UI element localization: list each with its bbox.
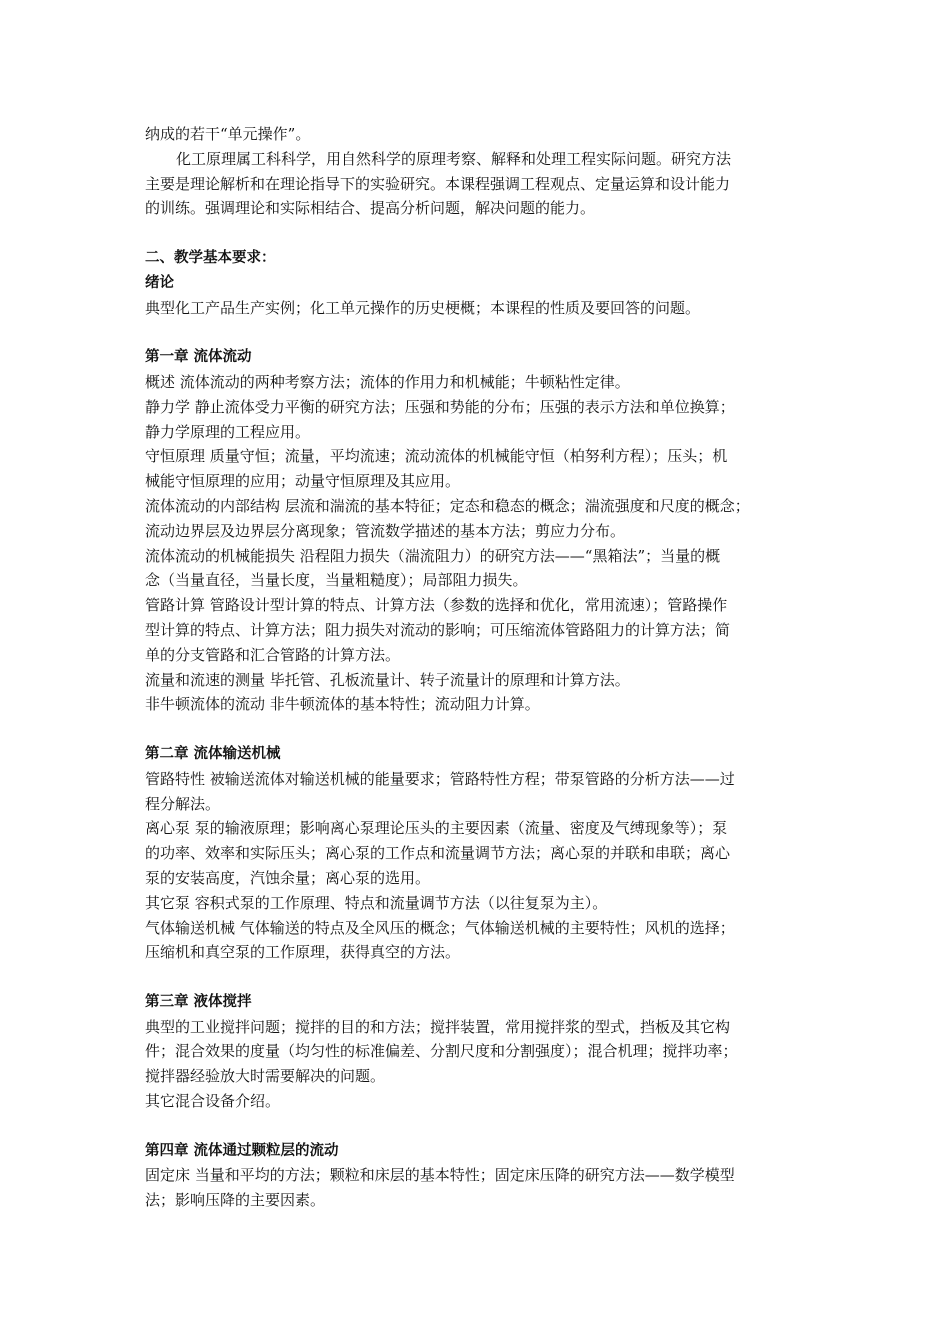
chapter-3-line: 搅拌器经验放大时需要解决的问题。 <box>145 1067 386 1086</box>
chapter-2-line: 其它泵 容积式泵的工作原理、特点和流量调节方法（以往复泵为主）。 <box>145 893 608 912</box>
chapter-1-line: 念（当量直径，当量长度，当量粗糙度）；局部阻力损失。 <box>145 571 528 590</box>
chapter-1-line: 静力学 静止流体受力平衡的研究方法；压强和势能的分布；压强的表示方法和单位换算； <box>145 397 735 416</box>
chapter-2-line: 压缩机和真空泵的工作原理，获得真空的方法。 <box>145 943 461 962</box>
intro-text: 典型化工产品生产实例；化工单元操作的历史梗概；本课程的性质及要回答的问题。 <box>145 298 701 317</box>
chapter-2-heading: 第二章 流体输送机械 <box>145 745 281 762</box>
chapter-2-line: 程分解法。 <box>145 794 221 813</box>
intro-line: 纳成的若干“单元操作”。 <box>145 125 311 143</box>
intro-line: 主要是理论解析和在理论指导下的实验研究。本课程强调工程观点、定量运算和设计能力 <box>145 174 731 193</box>
chapter-1-line: 守恒原理 质量守恒；流量，平均流速；流动流体的机械能守恒（柏努利方程）；压头；机 <box>145 447 728 466</box>
spacer <box>145 1114 815 1139</box>
intro-line: 的训练。强调理论和实际相结合、提高分析问题，解决问题的能力。 <box>145 199 596 218</box>
chapter-1-line: 管路计算 管路设计型计算的特点、计算方法（参数的选择和优化，常用流速）；管路操作 <box>145 596 728 615</box>
chapter-1-line: 非牛顿流体的流动 非牛顿流体的基本特性；流动阻力计算。 <box>145 695 540 714</box>
chapter-1-line: 流体流动的机械能损失 沿程阻力损失（湍流阻力）的研究方法——“黑箱法”；当量的概 <box>145 546 721 565</box>
chapter-2-line: 管路特性 被输送流体对输送机械的能量要求；管路特性方程；带泵管路的分析方法——过 <box>145 769 735 788</box>
chapter-2-line: 离心泵 泵的输液原理；影响离心泵理论压头的主要因素（流量、密度及气缚现象等）；泵 <box>145 819 728 838</box>
document-page <box>145 122 815 1213</box>
chapter-2-line: 泵的安装高度，汽蚀余量；离心泵的选用。 <box>145 868 431 887</box>
chapter-1-line: 械能守恒原理的应用；动量守恒原理及其应用。 <box>145 472 461 491</box>
chapter-1-line: 单的分支管路和汇合管路的计算方法。 <box>145 645 401 664</box>
spacer <box>145 717 815 742</box>
chapter-1-line: 流体流动的内部结构 层流和湍流的基本特征；定态和稳态的概念；湍流强度和尺度的概念； <box>145 496 750 515</box>
chapter-1-line: 流动边界层及边界层分离现象；管流数学描述的基本方法；剪应力分布。 <box>145 521 626 540</box>
chapter-4-heading: 第四章 流体通过颗粒层的流动 <box>145 1142 339 1159</box>
chapter-1-line: 静力学原理的工程应用。 <box>145 422 311 441</box>
chapter-3-line: 件；混合效果的度量（均匀性的标准偏差、分割尺度和分割强度）；混合机理；搅拌功率； <box>145 1042 738 1061</box>
intro-heading: 绪论 <box>145 274 174 291</box>
chapter-1-heading: 第一章 流体流动 <box>145 349 252 366</box>
chapter-2-line: 的功率、效率和实际压头；离心泵的工作点和流量调节方法；离心泵的并联和串联；离心 <box>145 844 731 863</box>
chapter-2-line: 气体输送机械 气体输送的特点及全风压的概念；气体输送机械的主要特性；风机的选择； <box>145 918 735 937</box>
spacer <box>145 221 815 246</box>
chapter-3-heading: 第三章 液体搅拌 <box>145 993 252 1010</box>
chapter-4-line: 固定床 当量和平均的方法；颗粒和床层的基本特性；固定床压降的研究方法——数学模型 <box>145 1166 735 1185</box>
spacer <box>145 965 815 990</box>
chapter-1-line: 概述 流体流动的两种考察方法；流体的作用力和机械能；牛顿粘性定律。 <box>145 372 630 391</box>
intro-line: 化工原理属工科科学，用自然科学的原理考察、解释和处理工程实际问题。研究方法 <box>176 149 732 168</box>
section-heading-requirements: 二、教学基本要求： <box>145 249 276 266</box>
chapter-3-line: 典型的工业搅拌问题；搅拌的目的和方法；搅拌装置，常用搅拌浆的型式，挡板及其它构 <box>145 1017 731 1036</box>
chapter-1-line: 型计算的特点、计算方法；阻力损失对流动的影响；可压缩流体管路阻力的计算方法；简 <box>145 620 731 639</box>
chapter-4-line: 法；影响压降的主要因素。 <box>145 1191 326 1210</box>
chapter-3-line: 其它混合设备介绍。 <box>145 1092 281 1111</box>
spacer <box>145 320 815 345</box>
chapter-1-line: 流量和流速的测量 毕托管、孔板流量计、转子流量计的原理和计算方法。 <box>145 670 630 689</box>
